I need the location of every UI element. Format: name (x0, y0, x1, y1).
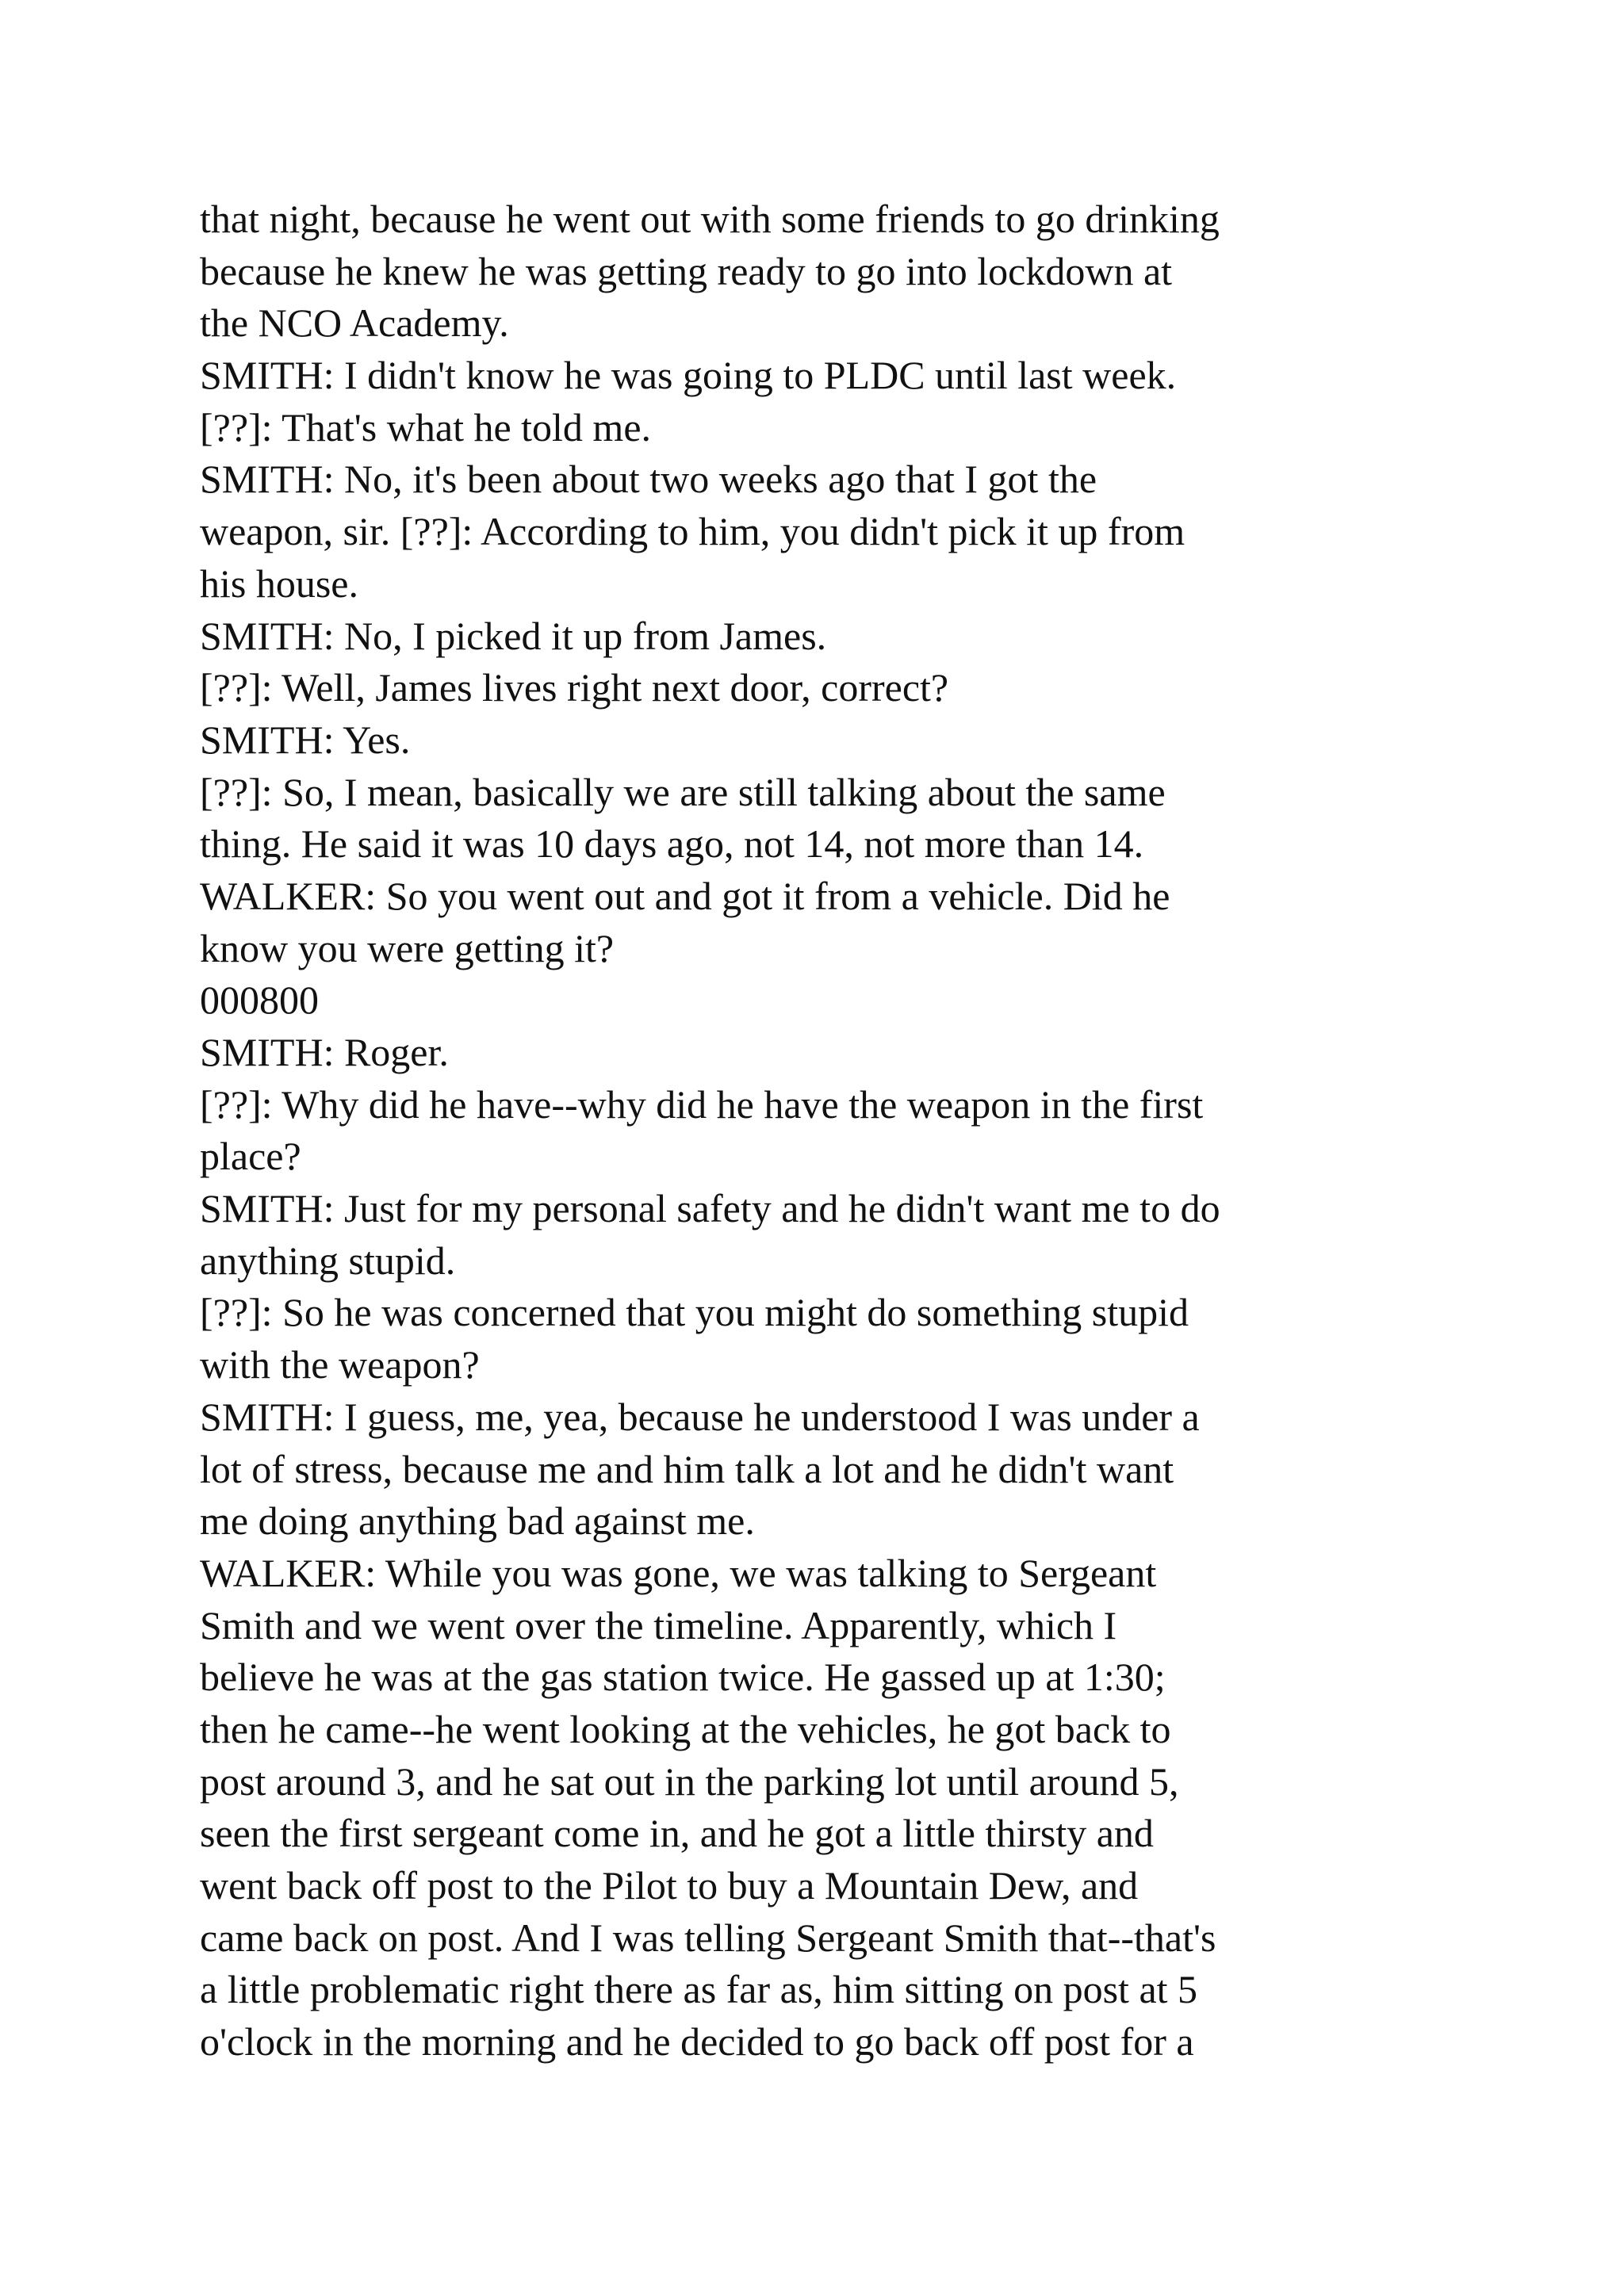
text-line: anything stupid. (200, 1238, 456, 1283)
text-line: with the weapon? (200, 1342, 480, 1387)
text-line: came back on post. And I was telling Sergeant Smith that--that's (200, 1915, 1216, 1960)
text-line: [??]: So, I mean, basically we are still talking about the same (200, 769, 1166, 814)
text-line: [??]: That's what he told me. (200, 404, 652, 450)
text-line: SMITH: I guess, me, yea, because he understood I was under a (200, 1394, 1200, 1439)
text-line: SMITH: Roger. (200, 1030, 449, 1074)
text-line: Smith and we went over the timeline. Apparently, which I (200, 1602, 1117, 1647)
text-line: know you were getting it? (200, 925, 615, 970)
text-line: place? (200, 1134, 301, 1179)
text-line: seen the first sergeant come in, and he got a little thirsty and (200, 1811, 1154, 1856)
text-line: the NCO Academy. (200, 300, 509, 346)
text-line: [??]: Why did he have--why did he have the weapon in the first (200, 1081, 1204, 1127)
text-line: [??]: Well, James lives right next door, correct? (200, 665, 949, 710)
text-line: thing. He said it was 10 days ago, not 14, not more than 14. (200, 821, 1144, 867)
text-line: SMITH: Just for my personal safety and he didn't want me to do (200, 1186, 1220, 1231)
transcript-text (200, 193, 1437, 2068)
text-line: weapon, sir. [??]: According to him, you didn't pick it up from (200, 509, 1185, 554)
text-line: WALKER: While you was gone, we was talking to Sergeant (200, 1550, 1157, 1595)
text-line: SMITH: Yes. (200, 717, 411, 762)
text-line: SMITH: I didn't know he was going to PLDC until last week. (200, 353, 1177, 398)
text-line: believe he was at the gas station twice. He gassed up at 1:30; (200, 1655, 1166, 1700)
text-line: [??]: So he was concerned that you might do something stupid (200, 1290, 1189, 1335)
text-line: me doing anything bad against me. (200, 1498, 755, 1544)
text-line: that night, because he went out with some friends to go drinking (200, 197, 1220, 241)
text-line: then he came--he went looking at the vehicles, he got back to (200, 1706, 1171, 1751)
text-line: a little problematic right there as far as, him sitting on post at 5 (200, 1967, 1198, 2012)
text-line: o'clock in the morning and he decided to go back off post for a (200, 2019, 1194, 2064)
text-line: 000800 (200, 978, 319, 1023)
text-line: SMITH: No, I picked it up from James. (200, 613, 827, 658)
text-line: went back off post to the Pilot to buy a Mountain Dew, and (200, 1863, 1139, 1908)
text-line: because he knew he was getting ready to go into lockdown at (200, 248, 1173, 293)
text-line: SMITH: No, it's been about two weeks ago that I got the (200, 457, 1097, 502)
text-line: post around 3, and he sat out in the parking lot until around 5, (200, 1758, 1179, 1804)
text-line: lot of stress, because me and him talk a lot and he didn't want (200, 1446, 1174, 1491)
text-line: WALKER: So you went out and got it from a vehicle. Did he (200, 873, 1170, 918)
text-line: his house. (200, 561, 358, 606)
